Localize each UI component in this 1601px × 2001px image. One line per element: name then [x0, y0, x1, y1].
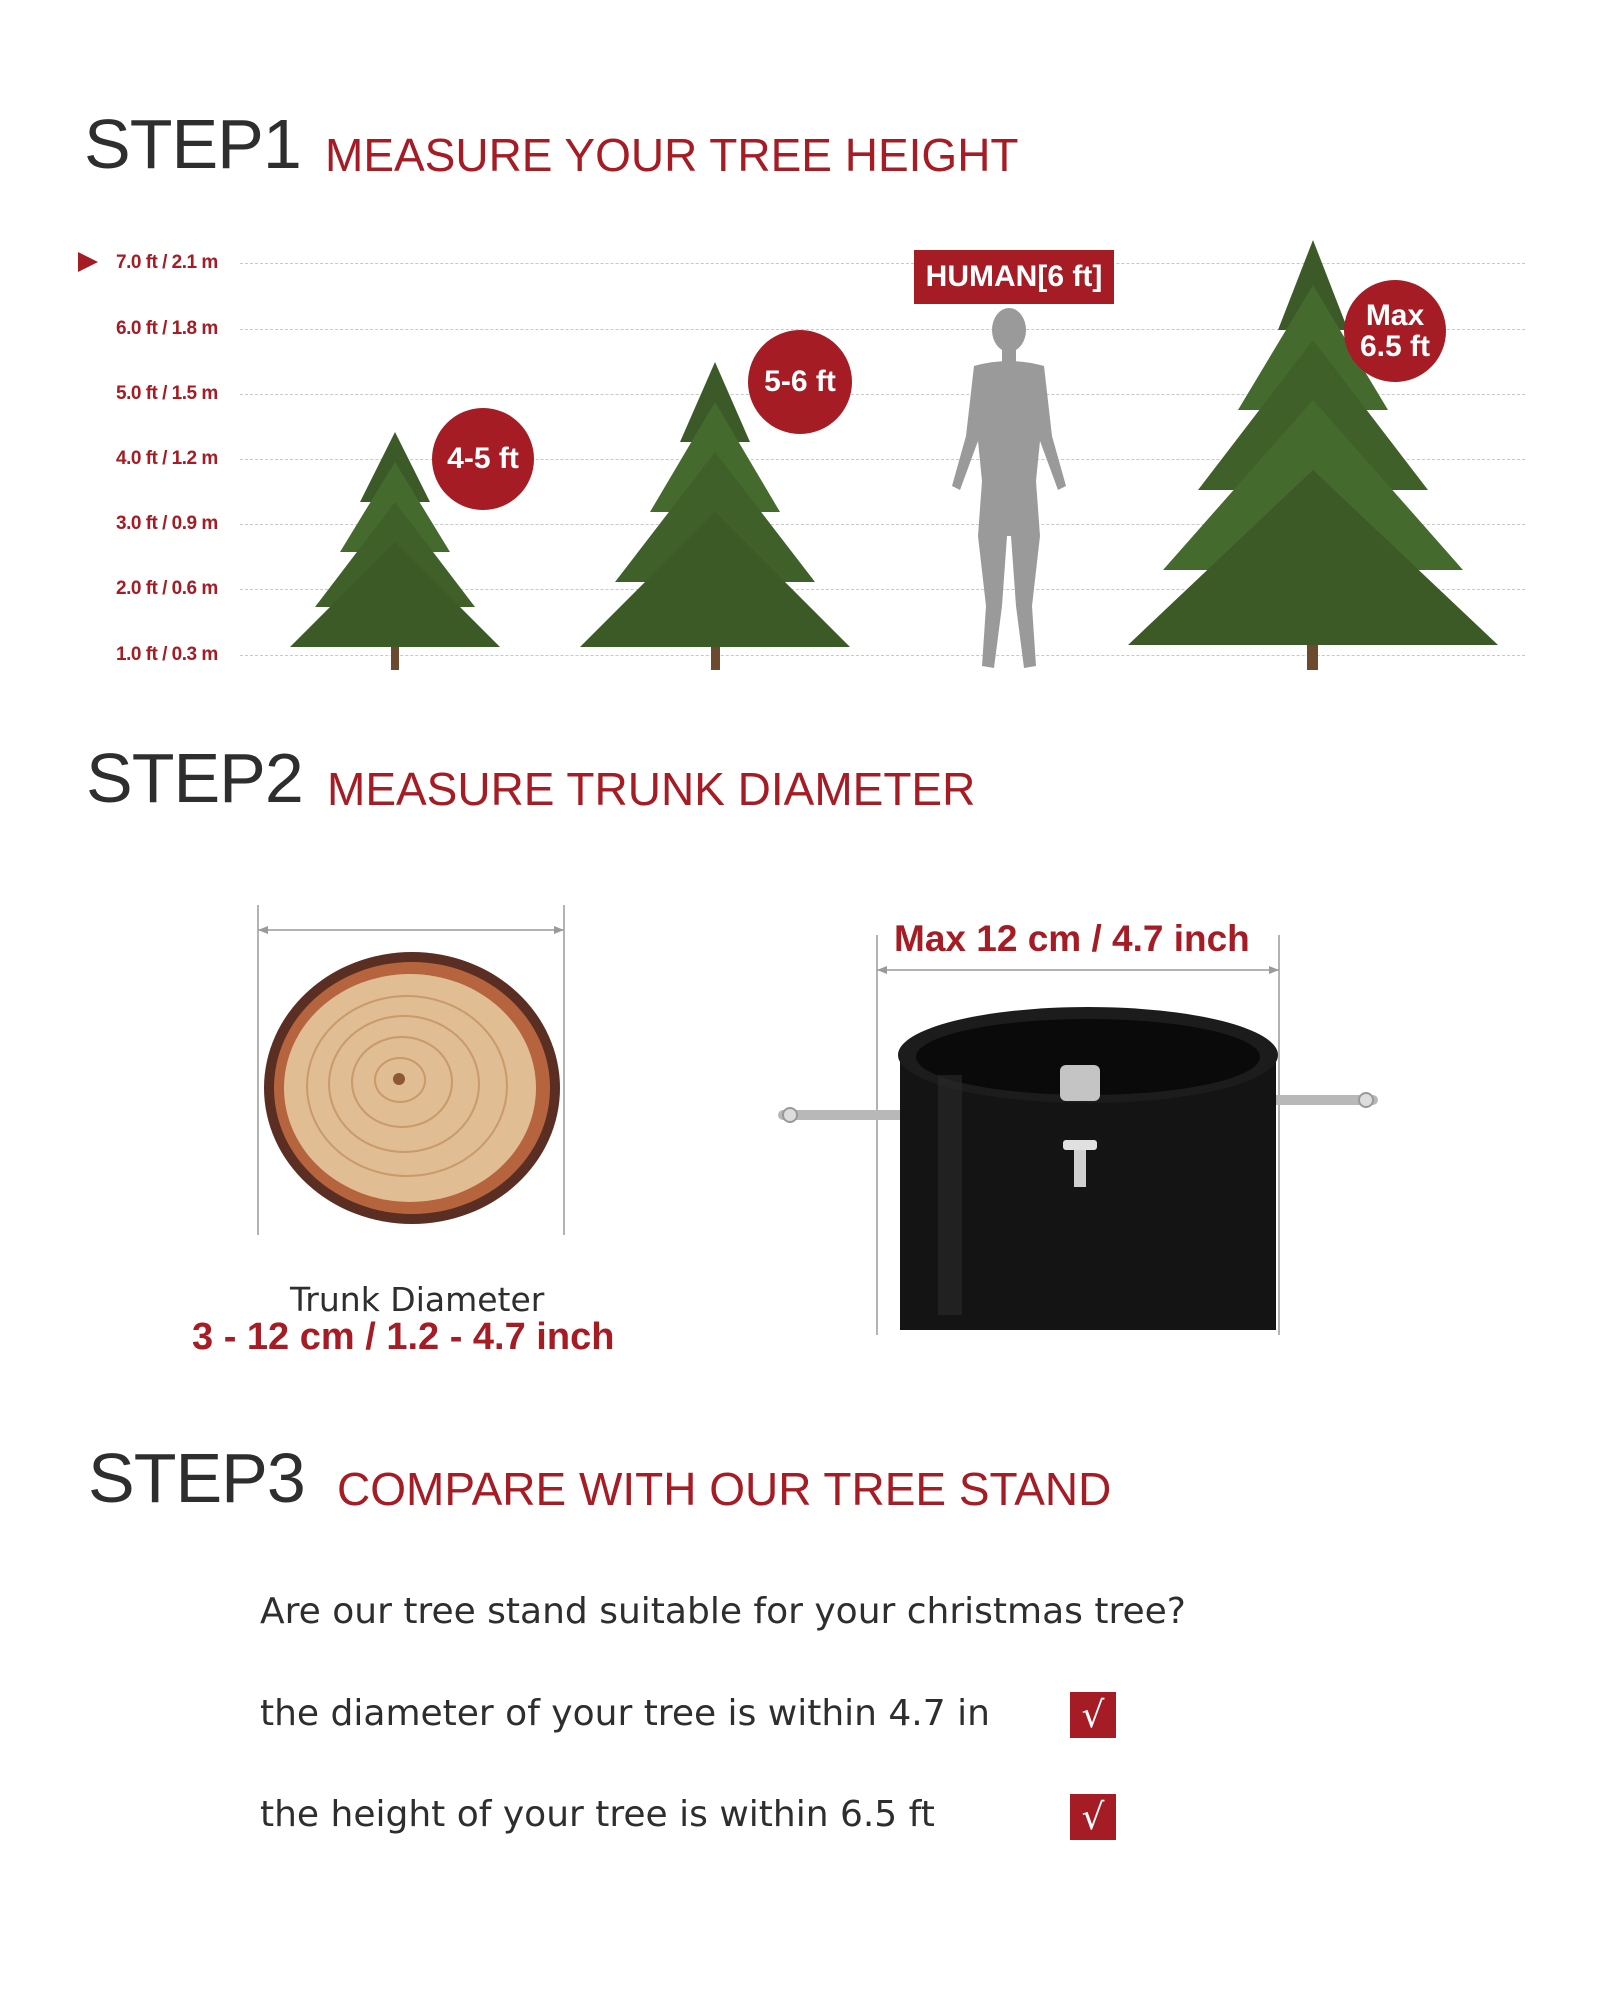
check-diameter-text: the diameter of your tree is within 4.7 in — [260, 1693, 990, 1734]
step1-number: STEP1 — [84, 105, 301, 183]
human-silhouette-icon — [944, 306, 1074, 671]
top-marker-icon — [78, 252, 100, 274]
trunk-diameter-range: 3 - 12 cm / 1.2 - 4.7 inch — [192, 1316, 615, 1358]
tree-large-icon — [1128, 240, 1498, 670]
step1-title: MEASURE YOUR TREE HEIGHT — [325, 129, 1019, 181]
check-diameter-icon: √ — [1070, 1692, 1116, 1738]
scale-tick-4ft: 4.0 ft / 1.2 m — [116, 448, 218, 469]
scale-tick-2ft: 2.0 ft / 0.6 m — [116, 578, 218, 599]
check-height-icon: √ — [1070, 1794, 1116, 1840]
badge-max-6-5ft — [1344, 280, 1446, 382]
step2-number: STEP2 — [86, 739, 303, 817]
trunk-diameter-label: Trunk Diameter — [290, 1280, 545, 1319]
suitability-question: Are our tree stand suitable for your christmas tree? — [260, 1591, 1186, 1632]
scale-tick-7ft: 7.0 ft / 2.1 m — [116, 252, 218, 273]
scale-tick-5ft: 5.0 ft / 1.5 m — [116, 383, 218, 404]
scale-tick-1ft: 1.0 ft / 0.3 m — [116, 644, 218, 665]
tree-stand-icon — [778, 995, 1378, 1335]
step2-title: MEASURE TRUNK DIAMETER — [327, 763, 976, 815]
step3-title: COMPARE WITH OUR TREE STAND — [337, 1463, 1112, 1515]
stand-max-diameter: Max 12 cm / 4.7 inch — [894, 918, 1250, 959]
badge-max-line1: Max — [1365, 298, 1425, 332]
check-height-text: the height of your tree is within 6.5 ft — [260, 1794, 935, 1835]
trunk-slice-icon — [262, 948, 562, 1228]
badge-max-line2: 6.5 ft — [1359, 330, 1431, 363]
badge-5-6ft: 5-6 ft — [748, 330, 852, 434]
badge-4-5ft: 4-5 ft — [432, 408, 534, 510]
step3-number: STEP3 — [88, 1439, 305, 1517]
human-height-label: HUMAN[6 ft] — [914, 250, 1114, 304]
scale-tick-6ft: 6.0 ft / 1.8 m — [116, 318, 218, 339]
scale-tick-3ft: 3.0 ft / 0.9 m — [116, 513, 218, 534]
